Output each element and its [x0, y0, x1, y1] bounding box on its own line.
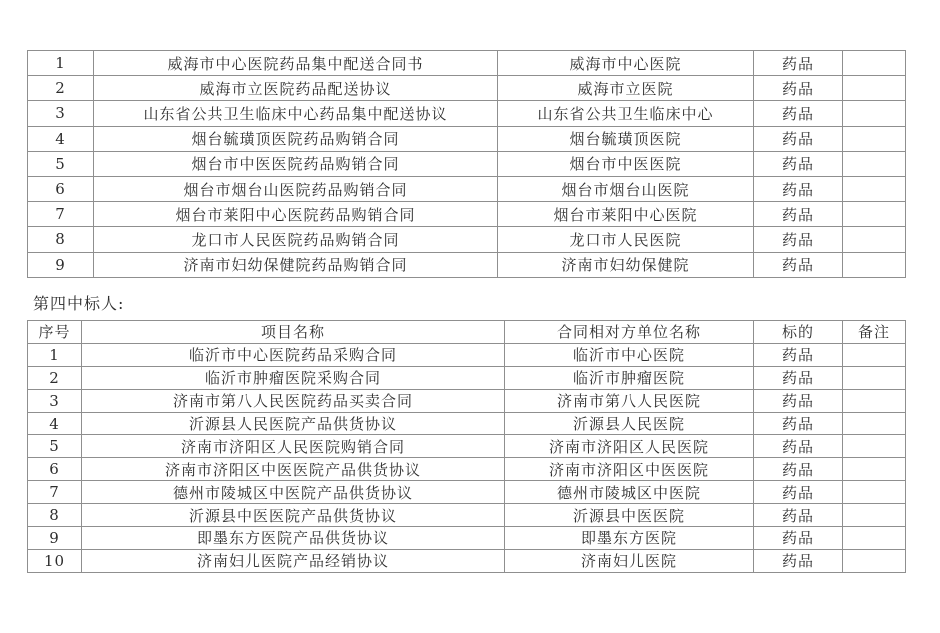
cell-project: 德州市陵城区中医院产品供货协议 [82, 481, 505, 504]
cell-remark [843, 549, 906, 572]
cell-project: 沂源县中医医院产品供货协议 [82, 504, 505, 527]
cell-subject: 药品 [754, 527, 843, 550]
cell-remark [843, 458, 906, 481]
cell-project: 济南市济阳区中医医院产品供货协议 [82, 458, 505, 481]
cell-subject: 药品 [754, 227, 843, 252]
cell-remark [843, 227, 906, 252]
cell-party: 济南市济阳区人民医院 [505, 435, 754, 458]
cell-party: 济南市第八人民医院 [505, 389, 754, 412]
cell-project: 龙口市人民医院药品购销合同 [94, 227, 498, 252]
header-counterparty-name: 合同相对方单位名称 [505, 321, 754, 344]
cell-no: 4 [28, 412, 82, 435]
cell-project: 沂源县人民医院产品供货协议 [82, 412, 505, 435]
header-subject: 标的 [754, 321, 843, 344]
cell-no: 9 [28, 527, 82, 550]
cell-subject: 药品 [754, 202, 843, 227]
cell-party: 即墨东方医院 [505, 527, 754, 550]
table-header-row [28, 321, 906, 344]
cell-party: 烟台市烟台山医院 [498, 176, 754, 201]
cell-subject: 药品 [754, 252, 843, 277]
cell-party: 烟台毓璜顶医院 [498, 126, 754, 151]
table-row [28, 389, 906, 412]
cell-project: 烟台市中医医院药品购销合同 [94, 151, 498, 176]
cell-party: 龙口市人民医院 [498, 227, 754, 252]
cell-subject: 药品 [754, 51, 843, 76]
cell-no: 3 [28, 101, 94, 126]
section-heading-fourth-winner: 第四中标人: [33, 294, 125, 313]
cell-subject: 药品 [754, 549, 843, 572]
cell-subject: 药品 [754, 435, 843, 458]
cell-remark [843, 76, 906, 101]
cell-no: 6 [28, 458, 82, 481]
table-row [28, 366, 906, 389]
table-row [28, 126, 906, 151]
cell-subject: 药品 [754, 389, 843, 412]
cell-party: 济南妇儿医院 [505, 549, 754, 572]
cell-project: 济南市济阳区人民医院购销合同 [82, 435, 505, 458]
cell-party: 烟台市莱阳中心医院 [498, 202, 754, 227]
cell-project: 威海市立医院药品配送协议 [94, 76, 498, 101]
cell-party: 沂源县中医医院 [505, 504, 754, 527]
table-row [28, 151, 906, 176]
cell-subject: 药品 [754, 412, 843, 435]
cell-subject: 药品 [754, 76, 843, 101]
cell-no: 7 [28, 202, 94, 227]
cell-subject: 药品 [754, 366, 843, 389]
cell-project: 济南市第八人民医院药品买卖合同 [82, 389, 505, 412]
header-project-name: 项目名称 [82, 321, 505, 344]
cell-remark [843, 176, 906, 201]
table-row [28, 101, 906, 126]
cell-remark [843, 151, 906, 176]
cell-party: 济南市妇幼保健院 [498, 252, 754, 277]
cell-remark [843, 504, 906, 527]
cell-no: 3 [28, 389, 82, 412]
cell-no: 2 [28, 76, 94, 101]
table-row [28, 435, 906, 458]
cell-subject: 药品 [754, 126, 843, 151]
cell-no: 1 [28, 51, 94, 76]
cell-party: 临沂市肿瘤医院 [505, 366, 754, 389]
cell-remark [843, 202, 906, 227]
cell-project: 济南市妇幼保健院药品购销合同 [94, 252, 498, 277]
cell-remark [843, 412, 906, 435]
cell-remark [843, 101, 906, 126]
cell-subject: 药品 [754, 504, 843, 527]
table-row [28, 252, 906, 277]
cell-remark [843, 481, 906, 504]
cell-no: 6 [28, 176, 94, 201]
cell-project: 济南妇儿医院产品经销协议 [82, 549, 505, 572]
cell-subject: 药品 [754, 458, 843, 481]
table-row [28, 176, 906, 201]
cell-party: 威海市立医院 [498, 76, 754, 101]
cell-subject: 药品 [754, 176, 843, 201]
table-row [28, 227, 906, 252]
table-row [28, 51, 906, 76]
cell-party: 济南市济阳区中医医院 [505, 458, 754, 481]
cell-remark [843, 343, 906, 366]
table-row [28, 458, 906, 481]
cell-party: 德州市陵城区中医院 [505, 481, 754, 504]
cell-subject: 药品 [754, 481, 843, 504]
cell-project: 烟台市莱阳中心医院药品购销合同 [94, 202, 498, 227]
cell-party: 沂源县人民医院 [505, 412, 754, 435]
cell-subject: 药品 [754, 151, 843, 176]
header-remark: 备注 [843, 321, 906, 344]
cell-remark [843, 389, 906, 412]
cell-no: 5 [28, 151, 94, 176]
cell-project: 山东省公共卫生临床中心药品集中配送协议 [94, 101, 498, 126]
cell-no: 10 [28, 549, 82, 572]
cell-no: 2 [28, 366, 82, 389]
header-no: 序号 [28, 321, 82, 344]
cell-no: 8 [28, 504, 82, 527]
table-row [28, 343, 906, 366]
cell-no: 4 [28, 126, 94, 151]
cell-remark [843, 366, 906, 389]
cell-project: 烟台市烟台山医院药品购销合同 [94, 176, 498, 201]
cell-subject: 药品 [754, 101, 843, 126]
table-row [28, 412, 906, 435]
cell-project: 威海市中心医院药品集中配送合同书 [94, 51, 498, 76]
cell-no: 5 [28, 435, 82, 458]
cell-remark [843, 51, 906, 76]
cell-project: 临沂市肿瘤医院采购合同 [82, 366, 505, 389]
table-row [28, 504, 906, 527]
cell-remark [843, 126, 906, 151]
cell-no: 7 [28, 481, 82, 504]
table-row [28, 481, 906, 504]
cell-remark [843, 252, 906, 277]
table-row [28, 76, 906, 101]
cell-remark [843, 435, 906, 458]
table-row [28, 527, 906, 550]
cell-subject: 药品 [754, 343, 843, 366]
cell-party: 临沂市中心医院 [505, 343, 754, 366]
table-row [28, 202, 906, 227]
cell-no: 1 [28, 343, 82, 366]
cell-party: 威海市中心医院 [498, 51, 754, 76]
cell-party: 烟台市中医医院 [498, 151, 754, 176]
table-row [28, 549, 906, 572]
cell-remark [843, 527, 906, 550]
cell-project: 临沂市中心医院药品采购合同 [82, 343, 505, 366]
cell-project: 烟台毓璜顶医院药品购销合同 [94, 126, 498, 151]
cell-project: 即墨东方医院产品供货协议 [82, 527, 505, 550]
cell-no: 8 [28, 227, 94, 252]
cell-party: 山东省公共卫生临床中心 [498, 101, 754, 126]
contract-table-fourth-winner [27, 320, 906, 573]
contract-table-previous-winner [27, 50, 906, 278]
cell-no: 9 [28, 252, 94, 277]
